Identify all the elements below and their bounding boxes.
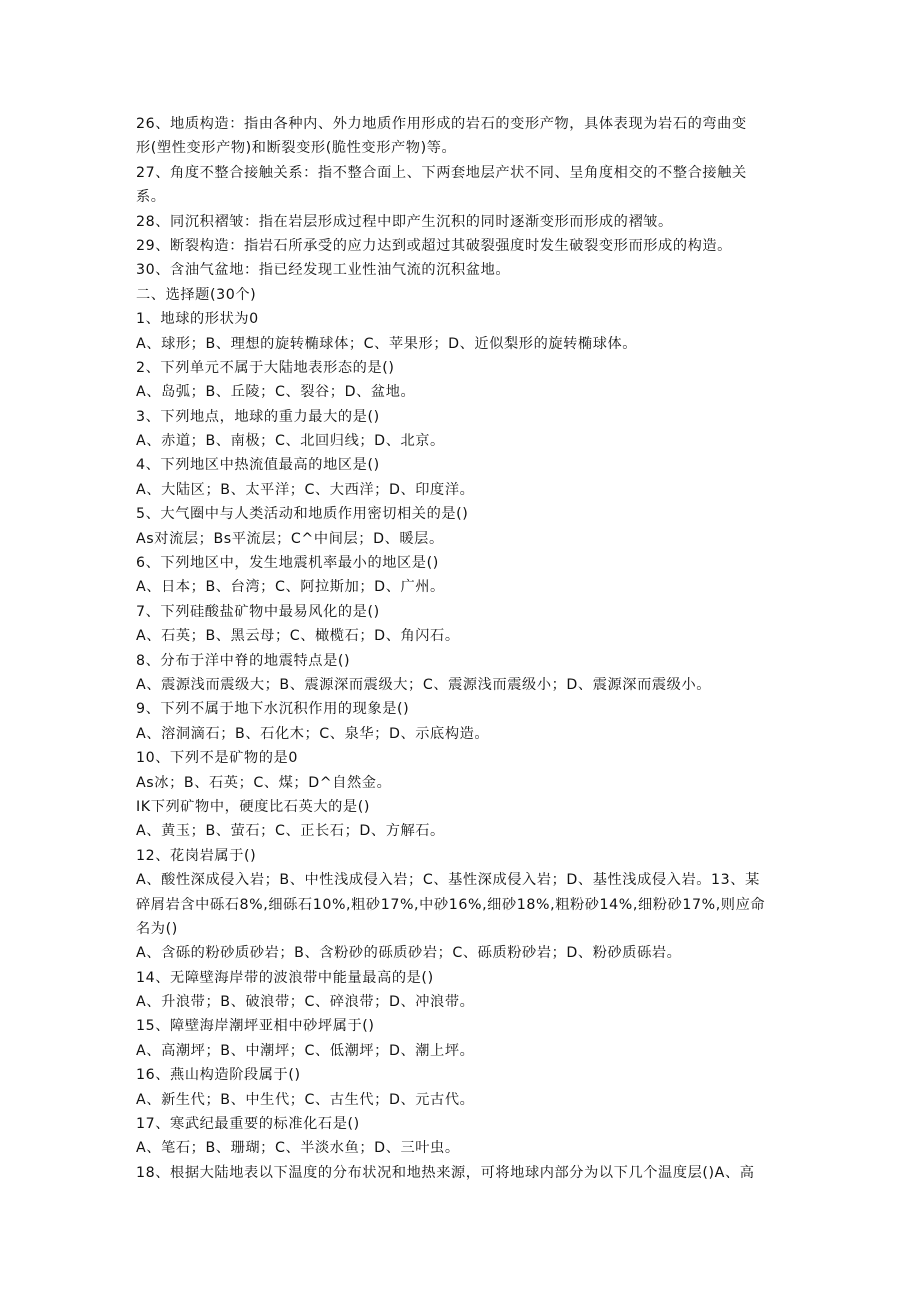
- text-line: 18、根据大陆地表以下温度的分布状况和地热来源，可将地球内部分为以下几个温度层()A、高: [136, 1164, 755, 1181]
- text-line: As对流层；Bs平流层；C^中间层；D、暖层。: [136, 530, 444, 547]
- text-line: 14、无障壁海岸带的波浪带中能量最高的是(): [136, 969, 434, 986]
- text-line: 7、下列硅酸盐矿物中最易风化的是(): [136, 603, 380, 620]
- text-line: 16、燕山构造阶段属于(): [136, 1067, 301, 1084]
- text-line: A、笔石；B、珊瑚；C、半淡水鱼；D、三叶虫。: [136, 1140, 460, 1157]
- text-line: 29、断裂构造：指岩石所承受的应力达到或超过其破裂强度时发生破裂变形而形成的构造。: [136, 237, 732, 254]
- text-line: A、高潮坪；B、中潮坪；C、低潮坪；D、潮上坪。: [136, 1042, 475, 1059]
- text-line: A、溶洞滴石；B、石化木；C、泉华；D、示底构造。: [136, 725, 490, 742]
- text-line: 9、下列不属于地下水沉积作用的现象是(): [136, 701, 410, 718]
- text-line: 12、花岗岩属于(): [136, 847, 257, 864]
- text-line: A、球形；B、理想的旋转椭球体；C、苹果形；D、近似梨形的旋转椭球体。: [136, 335, 638, 352]
- text-line: A、岛弧；B、丘陵；C、裂谷；D、盆地。: [136, 384, 416, 401]
- text-line: A、含砾的粉砂质砂岩；B、含粉砂的砾质砂岩；C、砾质粉砂岩；D、粉砂质砾岩。: [136, 945, 682, 962]
- text-line: 30、含油气盆地：指已经发现工业性油气流的沉积盆地。: [136, 262, 511, 279]
- text-line: A、酸性深成侵入岩；B、中性浅成侵入岩；C、基性深成侵入岩；D、基性浅成侵入岩。13、某: [136, 872, 760, 889]
- text-line: 8、分布于洋中脊的地震特点是(): [136, 652, 351, 669]
- text-line: A、大陆区；B、太平洋；C、大西洋；D、印度洋。: [136, 481, 475, 498]
- text-line: 10、下列不是矿物的是0: [136, 750, 298, 767]
- text-line: 3、下列地点，地球的重力最大的是(): [136, 408, 380, 425]
- text-line: As冰；B、石英；C、煤；D^自然金。: [136, 774, 392, 791]
- text-line: 5、大气圈中与人类活动和地质作用密切相关的是(): [136, 506, 469, 523]
- text-line: 二、选择题(30个): [136, 286, 257, 303]
- text-line: 15、障壁海岸潮坪亚相中砂坪属于(): [136, 1018, 375, 1035]
- text-line: A、石英；B、黑云母；C、橄榄石；D、角闪石。: [136, 628, 460, 645]
- text-line: 28、同沉积褶皱：指在岩层形成过程中即产生沉积的同时逐渐变形而形成的褶皱。: [136, 213, 673, 230]
- text-line: A、赤道；B、南极；C、北回归线；D、北京。: [136, 433, 445, 450]
- text-line: 2、下列单元不属于大陆地表形态的是(): [136, 359, 395, 376]
- text-line: 27、角度不整合接触关系：指不整合面上、下两套地层产状不同、呈角度相交的不整合接触关: [136, 164, 747, 181]
- text-line: 碎屑岩含中砾石8%,细砾石10%,粗砂17%,中砂16%,细砂18%,粗粉砂14%,细粉砂17%,则应命: [136, 896, 766, 913]
- text-line: 系。: [136, 189, 166, 206]
- text-line: 6、下列地区中，发生地震机率最小的地区是(): [136, 555, 439, 572]
- text-line: A、震源浅而震级大；B、震源深而震级大；C、震源浅而震级小；D、震源深而震级小。: [136, 676, 712, 693]
- text-line: 名为(): [136, 920, 178, 937]
- text-line: A、日本；B、台湾；C、阿拉斯加；D、广州。: [136, 579, 445, 596]
- text-line: 1、地球的形状为0: [136, 311, 259, 328]
- text-line: 形(塑性变形产物)和断裂变形(脆性变形产物)等。: [136, 140, 457, 157]
- text-line: A、黄玉；B、萤石；C、正长石；D、方解石。: [136, 823, 445, 840]
- text-line: A、新生代；B、中生代；C、古生代；D、元古代。: [136, 1091, 475, 1108]
- text-line: 4、下列地区中热流值最高的地区是(): [136, 457, 380, 474]
- document-body: [136, 112, 786, 1185]
- text-line: 26、地质构造：指由各种内、外力地质作用形成的岩石的变形产物，具体表现为岩石的弯曲变: [136, 116, 747, 132]
- text-line: A、升浪带；B、破浪带；C、碎浪带；D、冲浪带。: [136, 994, 475, 1011]
- text-line: IK下列矿物中，硬度比石英大的是(): [136, 798, 370, 815]
- text-line: 17、寒武纪最重要的标准化石是(): [136, 1116, 360, 1133]
